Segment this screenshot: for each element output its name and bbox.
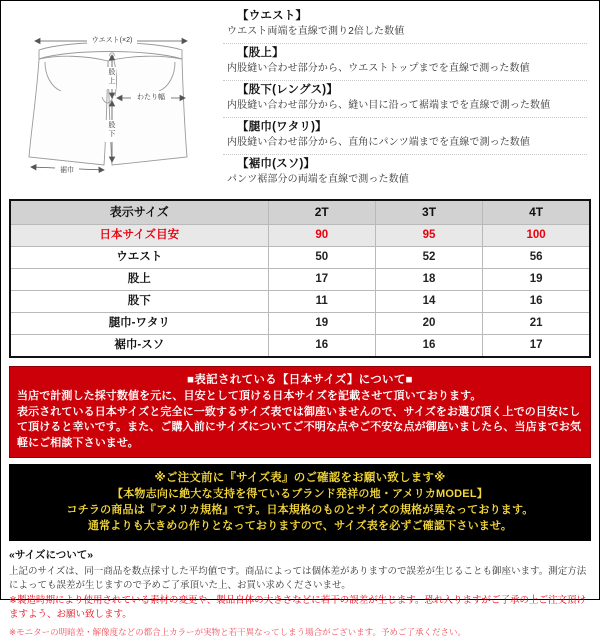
definition-item [223, 44, 587, 81]
definition-item [223, 7, 587, 44]
table-cell: 18 [375, 269, 482, 291]
diagram-label-inseam-2: 下 [108, 131, 116, 138]
japan-size-notice-line: 表示されている日本サイズと完全に一致するサイズ表では御座いませんので、サイズをお選び頂く上での目安にして頂けると幸いです。また、ご購入前にサイズについてご不明な点やご不安な点が御座いましたら、当店までお気軽にご相談下さいませ。 [17, 405, 582, 449]
japan-size-notice [9, 366, 591, 458]
definition-item [223, 155, 587, 191]
japan-size-notice-title: ■表記されている【日本サイズ】について■ [187, 374, 413, 386]
table-cell: 17 [483, 335, 590, 358]
definition-title: 【裾巾(スソ)】 [237, 158, 316, 170]
table-cell: 56 [483, 247, 590, 269]
table-cell: 50 [268, 247, 375, 269]
diagram-label-rise: 股 [108, 69, 116, 76]
table-row-label: 股下 [10, 291, 268, 313]
definition-item [223, 81, 587, 118]
table-header-cell: 表示サイズ [10, 200, 268, 225]
table-row [10, 335, 590, 358]
top-section [1, 1, 599, 199]
footnote-red-text: ※製造時期により使用されている素材の変更や、製品自体の大きさなどに若干の誤差が生じます。恐れ入りますがご了承の上ご注文頂けますよう、お願い致します。 [9, 595, 587, 620]
table-cell: 20 [375, 313, 482, 335]
table-cell: 19 [483, 269, 590, 291]
definitions-list [217, 7, 591, 195]
definition-desc: ウエスト両端を直線で測り2倍した数値 [227, 26, 405, 37]
table-header-cell: 4T [483, 200, 590, 225]
usa-spec-notice-title: ※ご注文前に『サイズ表』のご確認をお願い致します※ [154, 472, 446, 484]
footnote-monitor-note: ※モニターの明暗差・解像度などの都合上カラーが実物と若干異なってしまう場合がございます。予めご了承ください。 [9, 627, 466, 637]
table-row-label: 腿巾-ワタリ [10, 313, 268, 335]
table-row-label: ウエスト [10, 247, 268, 269]
usa-spec-notice-line: コチラの商品は『アメリカ規格』です。日本規格のものとサイズの規格が異なっております。 [66, 504, 534, 516]
table-cell: 52 [375, 247, 482, 269]
usa-spec-notice-line: 【本物志向に絶大な支持を得ているブランド発祥の地・アメリカMODEL】 [112, 488, 488, 500]
definition-title: 【股下(レングス)】 [237, 84, 339, 96]
table-cell: 90 [268, 225, 375, 247]
table-cell: 17 [268, 269, 375, 291]
definition-title: 【腿巾(ワタリ)】 [237, 121, 327, 133]
table-row [10, 247, 590, 269]
definition-desc: 内股縫い合わせ部分から、直角にパンツ端までを直線で測った数値 [227, 137, 530, 148]
definition-desc: 内股縫い合わせ部分から、ウエストトップまでを直線で測った数値 [227, 63, 530, 74]
table-row-label: 股上 [10, 269, 268, 291]
pants-diagram [9, 7, 217, 195]
table-cell: 21 [483, 313, 590, 335]
table-cell: 16 [483, 291, 590, 313]
table-row [10, 225, 590, 247]
table-row-label: 裾巾-スソ [10, 335, 268, 358]
table-header-row [10, 200, 590, 225]
footnote-dark-text: 上記のサイズは、同一商品を数点採寸した平均値です。商品によっては個体差がありますので誤差が生じることも御座います。測定方法によっても誤差が生じますので予めご了承頂いた上、お買い求めくださいませ。 [9, 566, 587, 591]
definition-desc: 内股縫い合わせ部分から、縫い目に沿って裾端までを直線で測った数値 [227, 100, 551, 111]
table-cell: 95 [375, 225, 482, 247]
diagram-label-rise-2: 上 [108, 78, 116, 85]
definition-desc: パンツ裾部分の両端を直線で測った数値 [227, 174, 409, 185]
table-cell: 100 [483, 225, 590, 247]
table-cell: 19 [268, 313, 375, 335]
table-header-cell: 2T [268, 200, 375, 225]
diagram-label-hem: 裾巾 [60, 167, 74, 174]
definition-item [223, 118, 587, 155]
japan-size-notice-line: 当店で計測した採寸数値を元に、目安として頂ける日本サイズを記載させて頂いております。 [17, 390, 482, 402]
table-header-cell: 3T [375, 200, 482, 225]
table-cell: 11 [268, 291, 375, 313]
table-cell: 14 [375, 291, 482, 313]
definition-title: 【股上】 [237, 47, 284, 59]
table-row-label: 日本サイズ目安 [10, 225, 268, 247]
size-table [9, 199, 591, 358]
footnotes-section [9, 548, 591, 639]
usa-spec-notice [9, 464, 591, 541]
footnote-heading: «サイズについて» [9, 549, 94, 561]
usa-spec-notice-line: 通常よりも大きめの作りとなっておりますので、サイズ表を必ずご確認下さいませ。 [87, 520, 513, 532]
shorts-illustration-svg [9, 17, 209, 195]
table-cell: 16 [375, 335, 482, 358]
table-row [10, 269, 590, 291]
definition-title: 【ウエスト】 [237, 10, 308, 22]
table-row [10, 291, 590, 313]
diagram-label-thigh: わたり幅 [137, 94, 165, 101]
table-row [10, 313, 590, 335]
table-cell: 16 [268, 335, 375, 358]
diagram-label-inseam: 股 [108, 122, 116, 129]
size-table-wrap [1, 199, 599, 358]
diagram-label-waist: ウエスト(×2) [91, 37, 133, 44]
